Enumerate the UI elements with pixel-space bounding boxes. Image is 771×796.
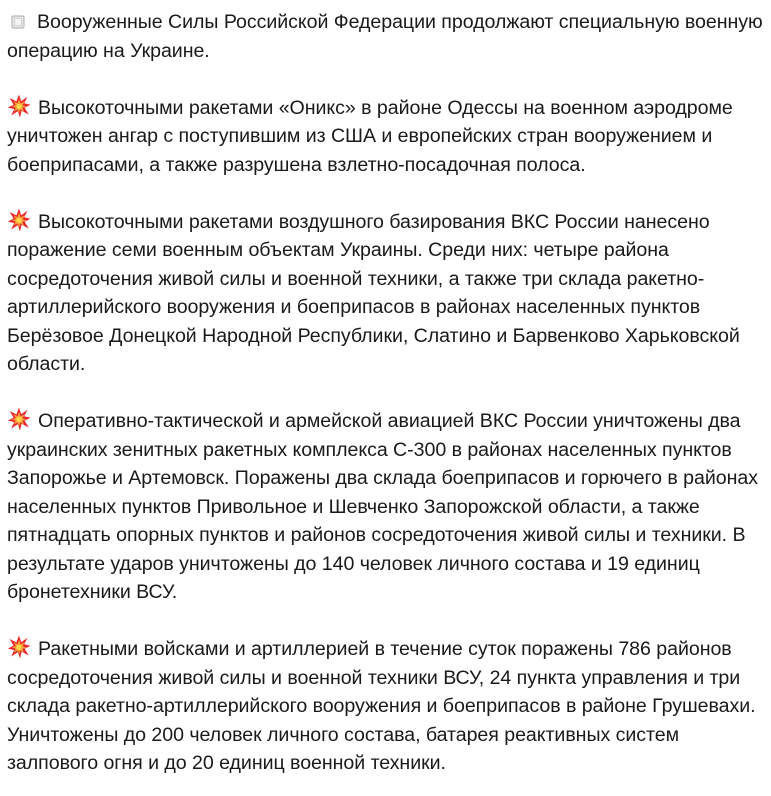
paragraph-text: Вооруженные Силы Российской Федерации продолжают специальную военную операцию на Украине. xyxy=(7,11,763,62)
paragraph-text: Высокоточными ракетами «Оникс» в районе Одессы на военном аэродроме уничтожен ангар с поступившим из США и европейских стран вооружением и боеприпасами, а также разрушена взлетно-посадочная полоса. xyxy=(7,96,733,176)
collision-icon xyxy=(7,407,31,431)
collision-icon xyxy=(7,635,31,659)
paragraph-text: Ракетными войсками и артиллерией в течение суток поражены 786 районов сосредоточения живой силы и военной техники ВСУ, 24 пункта управления и три склада ракетно-артиллерийского вооружения и боеприпасов в районе Грушевахи. Уничтожены до 200 человек личного состава, батарея реактивных систем залпового огня и до 20 единиц военной техники. xyxy=(7,638,756,774)
collision-icon xyxy=(7,94,31,118)
paragraph-aviation-strike xyxy=(7,407,765,607)
paragraph-artillery-strike xyxy=(7,635,765,778)
paragraph-text: Высокоточными ракетами воздушного базирования ВКС России нанесено поражение семи военным объектам Украины. Среди них: четыре района сосредоточения живой силы и военной техники, а также три склада ракетно-артиллерийского вооружения и боеприпасов в районах населенных пунктов Берёзовое Донецкой Народной Республики, Слатино и Барвенково Харьковской области. xyxy=(7,210,740,375)
paragraph-onyx-strike xyxy=(7,94,765,180)
paragraph-text: Оперативно-тактической и армейской авиацией ВКС России уничтожены два украинских зенитных ракетных комплекса С-300 в районах населенных пунктов Запорожье и Артемовск. Поражены два склада боеприпасов и горючего в районах населенных пунктов Привольное и Шевченко Запорожской области, а также пятнадцать опорных пунктов и районов сосредоточения живой силы и техники. В результате ударов уничтожены до 140 человек личного состава и 19 единиц бронетехники ВСУ. xyxy=(7,410,758,603)
white-square-icon xyxy=(9,11,27,29)
collision-icon xyxy=(7,208,31,232)
paragraph-aerospace-strike xyxy=(7,208,765,379)
paragraph-intro xyxy=(7,8,765,65)
